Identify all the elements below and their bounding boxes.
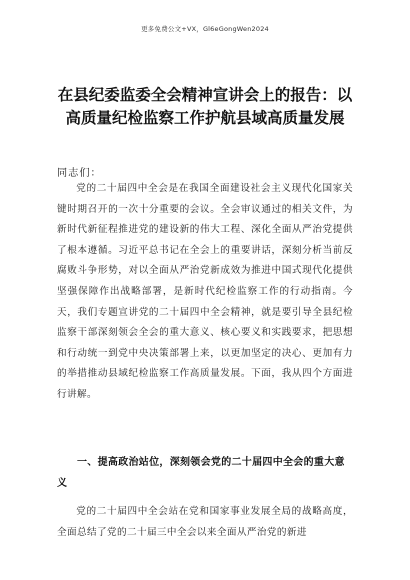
section-heading: 一、提高政治站位，深刻领会党的二十届四中全会的重大意义: [57, 457, 345, 489]
document-title: 在县纪委监委全会精神宣讲会上的报告：以高质量纪检监察工作护航县域高质量发展: [57, 86, 353, 127]
header-note: 更多免费公文+VX，Gl6eGongWen2024: [141, 25, 269, 33]
body-paragraph: 党的二十届四中全会是在我国全面建设社会主义现代化国家关键时期召开的一次十分重要的会议。全会审议通过的相关文件，为新时代新征程推进党的建设新的伟大工程、深化全面从严治党提供了根本遵循。习近平总书记在全会上的重要讲话，深刻分析当前反腐败斗争形势，对以全面从严治党新成效为推进中国式现代化提供坚强保障作出战略部署，是新时代纪检监察工作的行动指南。今天，我们专题宣讲党的二十届四中全会精神，就是要引导全县纪检监察干部深刻领会全会的重大意义、核心要义和实践要求，把思想和行动统一到党中央决策部署上来，以更加坚定的决心、更加有力的举措推动县域纪检监察工作高质量发展。下面，我从四个方面进行讲解。: [57, 183, 353, 400]
salutation: 同志们：: [57, 168, 102, 179]
section-paragraph: 党的二十届四中全会站在党和国家事业发展全局的战略高度，全面总结了党的二十届三中全会以来全面从严治党的新进: [57, 506, 353, 538]
